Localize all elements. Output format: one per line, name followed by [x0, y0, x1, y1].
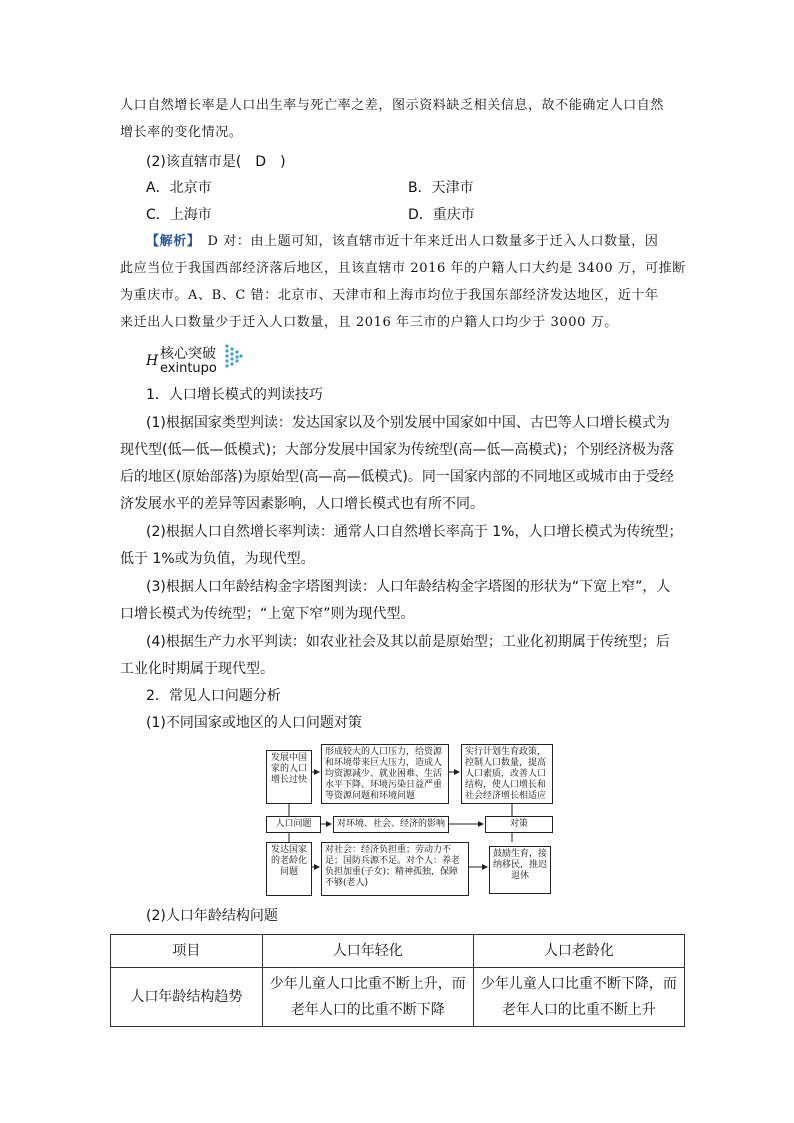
paragraph-line: (3)根据人口年龄结构金字塔图判读：人口年龄结构金字塔图的形状为“下宽上窄”，人: [146, 579, 671, 595]
table-header-row: [111, 935, 685, 968]
analysis-line: 此应当位于我国西部经济落后地区，且该直辖市 2016 年的户籍人口大约是 3400 万，可推断: [120, 261, 686, 276]
paragraph-line: 人口自然增长率是人口出生率与死亡率之差，图示资料缺乏相关信息，故不能确定人口自然: [120, 98, 665, 113]
box-aging-policy: 鼓励生育，接纳移民，推迟退休: [489, 846, 551, 894]
table-row: [111, 968, 685, 1027]
paragraph-line: 现代型(低—低—低模式)；大部分发展中国家为传统型(高—低—高模式)；个别经济极为落: [120, 442, 674, 458]
bar-population-problem: 人口问题: [266, 816, 321, 833]
table-header-cell: 项目: [111, 935, 263, 968]
box-developing-impact: 形成较大的人口压力，给资源和环境带来巨大压力，造成人均资源减少、就业困难、生活水平下降、环境污染日益严重等资源问题和环境问题: [321, 744, 449, 804]
section-header-letter: H: [146, 353, 159, 369]
section-heading: 2．常见人口问题分析: [146, 688, 281, 704]
option-c: C．上海市: [146, 207, 212, 223]
analysis-line: 为重庆市。A、B、C 错：北京市、天津市和上海市均位于我国东部经济发达地区，近十年: [120, 288, 659, 303]
table-cell-label: 人口年龄结构趋势: [111, 968, 263, 1027]
paragraph-line: (2)根据人口自然增长率判读：通常人口自然增长率高于 1%，人口增长模式为传统型；: [146, 524, 683, 540]
paragraph-line: 口增长模式为传统型；“上宽下窄”则为现代型。: [120, 606, 415, 622]
paragraph-line: 工业化时期属于现代型。: [120, 661, 274, 677]
age-structure-table: [110, 934, 685, 1027]
subheading: (2)人口年龄结构问题: [146, 908, 278, 924]
paragraph-line: (1)根据国家类型判读：发达国家以及个别发展中国家如中国、古巴等人口增长模式为: [146, 415, 670, 431]
option-b: B．天津市: [408, 180, 474, 196]
question-stem: (2)该直辖市是( D ): [146, 154, 286, 170]
option-a: A．北京市: [146, 180, 212, 196]
table-header-cell: 人口年轻化: [262, 935, 473, 968]
bar-policy: 对策: [485, 816, 553, 833]
section-heading: 1．人口增长模式的判读技巧: [146, 387, 323, 403]
section-header-title: 核心突破: [160, 346, 216, 362]
table-header-cell: 人口老龄化: [473, 935, 684, 968]
paragraph-line: 济发展水平的差异等因素影响，人口增长模式也有所不同。: [120, 496, 484, 512]
section-header: [146, 343, 256, 379]
analysis-text: D 对：由上题可知，该直辖市近十年来迁出人口数量多于迁入人口数量，因: [193, 234, 659, 249]
paragraph-line: (4)根据生产力水平判读：如农业社会及其以前是原始型；工业化初期属于传统型；后: [146, 634, 670, 650]
box-developing-country: 发展中国家的人口增长过快: [266, 750, 312, 804]
analysis-line: [146, 232, 658, 252]
bar-impact: 对环境、社会、经济的影响: [333, 816, 449, 833]
analysis-tag: 【解析】: [146, 234, 194, 249]
paragraph-line: 增长率的变化情况。: [120, 125, 243, 140]
section-header-pinyin: exintupo: [160, 361, 217, 376]
box-developing-policy: 实行计划生育政策，控制人口数量，提高人口素质，改善人口结构，使人口增长和社会经济增长相适应: [461, 744, 553, 804]
paragraph-line: 低于 1%或为负值，为现代型。: [120, 551, 315, 567]
box-aging-country: 发达国家的老龄化问题: [266, 842, 312, 896]
analysis-line: 来迁出人口数量少于迁入人口数量，且 2016 年三市的户籍人口均少于 3000 万。: [120, 315, 618, 330]
box-aging-impact: 对社会：经济负担重；劳动力不足；国防兵源不足。对个人：养老负担加重(子女)；精神孤独，保障不够(老人): [321, 842, 469, 896]
option-d: D．重庆市: [408, 207, 475, 223]
paragraph-line: 后的地区(原始部落)为原始型(高—高—低模式)。同一国家内部的不同地区或城市由于受经: [120, 469, 674, 485]
population-problem-diagram: [265, 742, 555, 898]
dots-arrow-icon: [224, 343, 244, 369]
table-cell-young: 少年儿童人口比重不断上升，而老年人口的比重不断下降: [262, 968, 473, 1027]
subheading: (1)不同国家或地区的人口问题对策: [146, 715, 362, 731]
table-cell-old: 少年儿童人口比重不断下降，而老年人口的比重不断上升: [473, 968, 684, 1027]
